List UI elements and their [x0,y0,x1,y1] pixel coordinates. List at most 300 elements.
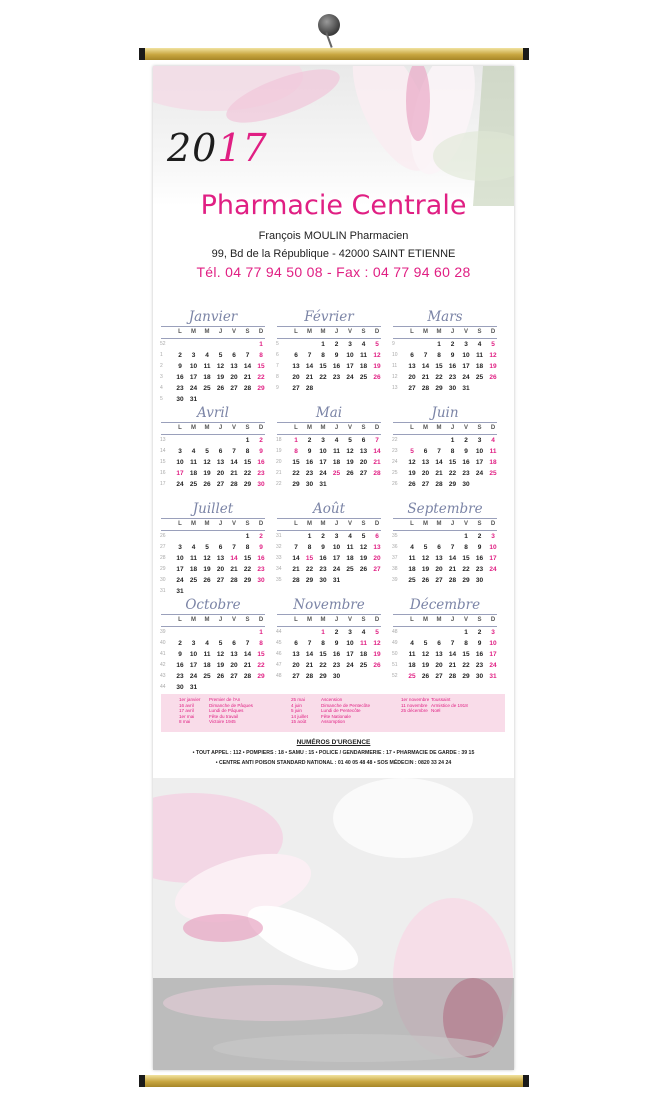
day-cell: 13 [230,363,238,370]
day-cell: 16 [319,555,327,562]
day-cell: 3 [321,437,325,444]
day-cell: 25 [189,481,198,488]
weekday-header [277,327,381,338]
day-cell: 23 [332,662,341,669]
week-number: 18 [276,437,282,443]
day-cell: 6 [437,544,441,551]
weekday-label: S [245,521,250,527]
month-1 [277,308,381,394]
weekday-label: M [191,617,196,623]
day-cell: 13 [292,651,300,658]
lily-photo-bottom [153,778,514,1070]
weekday-label: V [347,617,352,623]
weekday-label: L [410,329,414,335]
week-number: 31 [276,533,282,539]
day-cell: 8 [464,544,468,551]
month-9 [161,596,265,693]
weekday-label: J [218,617,223,623]
day-cell: 31 [332,577,341,584]
month-name: Mai [315,405,343,421]
weekday-label: M [307,425,312,431]
day-cell: 20 [216,470,225,477]
day-cell: 8 [259,352,263,359]
holiday-entry [401,708,468,714]
week-row [161,542,265,553]
day-cell: 2 [321,533,325,540]
week-number: 8 [276,374,279,380]
day-cell: 14 [292,555,300,562]
day-cell: 31 [319,481,327,488]
day-cell: 22 [243,566,252,573]
week-number: 22 [392,437,398,443]
week-number: 52 [392,673,398,679]
day-cell: 19 [203,566,211,573]
day-cell: 7 [307,640,312,647]
week-row [393,457,497,468]
day-cell: 8 [307,544,312,551]
day-cell: 30 [475,673,484,680]
weekday-label: J [450,521,455,527]
weekday-label: V [347,329,352,335]
day-cell: 2 [334,341,339,348]
day-cell: 30 [462,481,470,488]
day-cell: 23 [257,470,265,477]
day-cell: 6 [437,640,441,647]
emergency-numbers-line-1: • TOUT APPEL : 112 • POMPIERS : 18 • SAMU : 15 • POLICE / GENDARMERIE : 17 • PHARMACIE DE GARDE : 39 15 [192,750,475,756]
weekday-label: J [334,425,339,431]
week-number: 12 [392,374,398,380]
day-cell: 28 [373,470,381,477]
day-cell: 15 [243,459,252,466]
weekday-label: J [334,521,339,527]
weekday-label: S [245,425,250,431]
day-cell: 2 [477,533,482,540]
day-cell: 6 [218,448,223,455]
day-cell: 26 [216,385,225,392]
weekday-label: S [477,329,482,335]
week-number: 25 [392,470,398,476]
day-cell: 27 [435,577,443,584]
weekday-header [161,519,265,530]
weekday-label: V [463,521,468,527]
day-cell: 5 [410,448,414,455]
day-cell: 10 [332,544,341,551]
weekday-label: D [374,521,380,527]
day-cell: 19 [421,662,430,669]
day-cell: 16 [257,459,265,466]
day-cell: 29 [243,481,252,488]
month-name: Décembre [409,597,481,613]
weekday-label: M [423,425,428,431]
day-cell: 6 [294,352,298,359]
week-number: 15 [160,459,166,465]
weekday-label: D [258,521,264,527]
weekday-label: S [361,617,366,623]
holiday-name: Toussaint [431,697,451,702]
weekday-label: M [423,521,428,527]
day-cell: 18 [408,662,416,669]
week-row [161,627,265,638]
day-cell: 15 [448,459,457,466]
month-0 [161,308,265,405]
weekday-label: V [463,329,468,335]
holiday-date: 25 décembre [401,708,428,714]
day-cell: 16 [462,459,470,466]
day-cell: 21 [448,566,457,573]
day-cell: 14 [448,651,457,658]
day-cell: 3 [191,352,196,359]
day-cell: 13 [435,555,443,562]
day-cell: 12 [373,640,381,647]
day-cell: 12 [489,352,497,359]
weekday-label: D [258,425,264,431]
day-cell: 3 [348,629,352,636]
month-10 [277,596,381,682]
holiday-date: 15 août [291,719,307,725]
day-cell: 21 [230,470,238,477]
week-number: 11 [392,363,398,369]
week-number: 32 [276,544,282,550]
day-cell: 24 [319,470,327,477]
day-cell: 14 [243,363,252,370]
day-cell: 29 [292,481,300,488]
day-cell: 18 [189,566,198,573]
holiday-date: 8 mai [179,719,191,725]
holiday-name: Assomption [321,719,346,725]
week-row [161,446,265,457]
day-cell: 10 [346,352,354,359]
week-number: 16 [160,470,166,476]
holiday-name: Fête du travail [209,713,239,719]
day-cell: 10 [489,640,497,647]
day-cell: 20 [373,555,381,562]
day-cell: 26 [421,577,430,584]
holiday-date: 1er mai [179,713,195,719]
day-cell: 5 [423,640,428,647]
week-row [277,479,381,490]
month-name: Juillet [192,501,234,517]
holiday-entry [179,719,253,725]
day-cell: 5 [218,640,223,647]
day-cell: 28 [421,385,430,392]
week-number: 35 [392,533,398,539]
day-cell: 9 [178,651,182,658]
day-cell: 22 [462,662,470,669]
day-cell: 23 [305,470,314,477]
day-cell: 27 [230,673,238,680]
day-cell: 17 [346,363,354,370]
day-cell: 25 [408,577,416,584]
holiday-name: Fête Nationale [321,713,351,719]
week-number: 41 [160,651,166,657]
day-cell: 17 [346,651,354,658]
week-row [393,446,497,457]
day-cell: 25 [359,374,368,381]
week-number: 19 [276,448,282,454]
day-cell: 23 [462,470,470,477]
week-number: 48 [276,673,282,679]
day-cell: 3 [491,629,495,636]
weekday-label: J [218,425,223,431]
week-row [161,564,265,575]
day-cell: 21 [292,566,300,573]
day-cell: 17 [189,374,198,381]
week-number: 49 [392,640,398,646]
week-row [161,457,265,468]
day-cell: 4 [410,544,414,551]
week-row [277,350,381,361]
day-cell: 14 [230,555,238,562]
holiday-name: Armistice de 1918 [431,702,468,708]
week-number: 3 [160,374,163,380]
day-cell: 27 [373,566,381,573]
weekday-label: S [477,617,482,623]
holiday-date: 1er janvier [179,697,201,702]
day-cell: 15 [435,363,443,370]
day-cell: 21 [230,566,238,573]
weekday-label: M [204,329,210,335]
holiday-date: 4 juin [291,702,302,708]
day-cell: 13 [216,555,225,562]
day-cell: 17 [176,566,184,573]
weekday-header [277,423,381,434]
weekday-label: M [320,425,326,431]
day-cell: 25 [203,673,211,680]
day-cell: 28 [305,673,314,680]
week-row [161,638,265,649]
day-cell: 22 [257,662,265,669]
month-name: Octobre [185,597,241,613]
day-cell: 30 [176,684,184,691]
day-cell: 16 [332,651,341,658]
day-cell: 6 [232,640,236,647]
weekday-label: M [320,521,326,527]
day-cell: 3 [334,533,339,540]
weekday-label: M [307,617,312,623]
day-cell: 20 [216,566,225,573]
day-cell: 7 [307,352,312,359]
day-cell: 23 [475,566,484,573]
day-cell: 30 [305,481,314,488]
day-cell: 29 [435,385,443,392]
week-number: 48 [392,629,398,635]
day-cell: 17 [319,459,327,466]
weekday-label: M [191,521,196,527]
weekday-label: S [361,521,366,527]
weekday-label: V [463,617,468,623]
day-cell: 25 [359,662,368,669]
week-row [277,339,381,350]
day-cell: 21 [243,374,252,381]
day-cell: 20 [435,566,443,573]
day-cell: 6 [232,352,236,359]
day-cell: 30 [257,481,265,488]
day-cell: 29 [448,481,457,488]
holiday-name: Lundi de Pâques [209,708,244,714]
weekday-label: J [218,329,223,335]
day-cell: 6 [218,544,223,551]
day-cell: 12 [421,651,430,658]
day-cell: 5 [375,341,379,348]
day-cell: 22 [448,470,457,477]
week-row [277,435,381,446]
weekday-label: D [258,617,264,623]
day-cell: 26 [203,577,211,584]
day-cell: 30 [332,673,341,680]
day-cell: 26 [216,673,225,680]
day-cell: 15 [292,459,300,466]
day-cell: 11 [203,651,211,658]
week-number: 43 [160,673,166,679]
day-cell: 12 [203,459,211,466]
phone-fax: Tél. 04 77 94 50 08 - Fax : 04 77 94 60 28 [196,264,471,280]
day-cell: 1 [259,341,263,348]
day-cell: 17 [475,459,484,466]
day-cell: 18 [332,459,341,466]
day-cell: 28 [448,673,457,680]
day-cell: 3 [477,437,482,444]
day-cell: 26 [421,673,430,680]
day-cell: 22 [305,566,314,573]
top-hanging-rod [142,48,526,60]
pharmacist-name: François MOULIN Pharmacien [258,230,409,242]
week-number: 28 [160,555,166,561]
week-number: 10 [392,352,398,358]
weekday-label: L [178,425,182,431]
week-row [393,671,497,682]
day-cell: 9 [450,352,455,359]
day-cell: 7 [245,640,250,647]
day-cell: 20 [292,374,300,381]
day-cell: 14 [305,363,314,370]
day-cell: 11 [190,459,197,466]
day-cell: 20 [292,662,300,669]
day-cell: 24 [489,566,497,573]
day-cell: 7 [232,448,236,455]
day-cell: 13 [408,363,416,370]
week-number: 13 [160,437,166,443]
day-cell: 28 [305,385,314,392]
day-cell: 6 [361,437,366,444]
weekday-label: D [490,329,496,335]
weekday-label: M [423,617,428,623]
day-cell: 10 [319,448,327,455]
week-row [161,649,265,660]
day-cell: 12 [216,651,225,658]
day-cell: 4 [334,437,339,444]
day-cell: 19 [346,459,354,466]
holiday-name: Victoire 1945 [209,719,236,725]
day-cell: 14 [421,363,430,370]
day-cell: 3 [348,341,352,348]
day-cell: 21 [243,662,252,669]
week-row [277,457,381,468]
day-cell: 31 [189,684,198,691]
holiday-date: 25 mai [291,697,305,702]
week-number: 38 [392,566,398,572]
day-cell: 11 [408,651,416,658]
month-name: Août [313,501,345,517]
day-cell: 23 [176,673,184,680]
day-cell: 24 [346,374,354,381]
week-number: 40 [160,640,166,646]
day-cell: 18 [475,363,484,370]
day-cell: 28 [448,577,457,584]
day-cell: 13 [421,459,430,466]
day-cell: 16 [332,363,341,370]
pharmacy-address: 99, Bd de la République - 42000 SAINT ETIENNE [211,248,456,260]
week-row [161,479,265,490]
day-cell: 10 [176,459,184,466]
holidays-column-1 [179,697,253,725]
day-cell: 21 [435,470,443,477]
week-row [277,372,381,383]
day-cell: 24 [462,374,470,381]
day-cell: 12 [346,448,354,455]
day-cell: 19 [421,566,430,573]
weekday-header [393,519,497,530]
day-cell: 23 [176,385,184,392]
week-number: 42 [160,662,166,668]
day-cell: 28 [230,481,238,488]
week-row [161,468,265,479]
week-number: 7 [276,363,279,369]
day-cell: 16 [176,374,184,381]
week-row [277,564,381,575]
day-cell: 16 [176,662,184,669]
day-cell: 31 [462,385,470,392]
day-cell: 1 [259,629,263,636]
week-number: 29 [160,566,166,572]
day-cell: 17 [176,470,184,477]
weekday-label: D [374,329,380,335]
week-row [277,627,381,638]
weekday-label: D [490,425,496,431]
day-cell: 7 [437,448,441,455]
day-cell: 15 [319,363,327,370]
month-name: Novembre [293,597,365,613]
weekday-label: D [258,329,264,335]
weekday-label: L [294,521,298,527]
week-row [393,479,497,490]
day-cell: 11 [360,352,367,359]
day-cell: 12 [359,544,368,551]
day-cell: 18 [489,459,497,466]
day-cell: 1 [307,533,312,540]
day-cell: 21 [421,374,430,381]
day-cell: 17 [489,651,497,658]
day-cell: 18 [359,363,368,370]
day-cell: 3 [178,544,182,551]
weekday-label: V [231,425,236,431]
weekday-label: M [320,617,326,623]
day-cell: 28 [243,385,252,392]
day-cell: 21 [448,662,457,669]
day-cell: 11 [190,555,197,562]
weekday-label: L [178,329,182,335]
day-cell: 8 [464,640,468,647]
day-cell: 2 [477,629,482,636]
day-cell: 24 [489,662,497,669]
day-cell: 19 [216,662,225,669]
day-cell: 2 [307,437,312,444]
day-cell: 4 [348,533,352,540]
day-cell: 25 [489,470,497,477]
day-cell: 14 [230,459,238,466]
week-row [277,468,381,479]
day-cell: 27 [216,481,225,488]
day-cell: 19 [216,374,225,381]
